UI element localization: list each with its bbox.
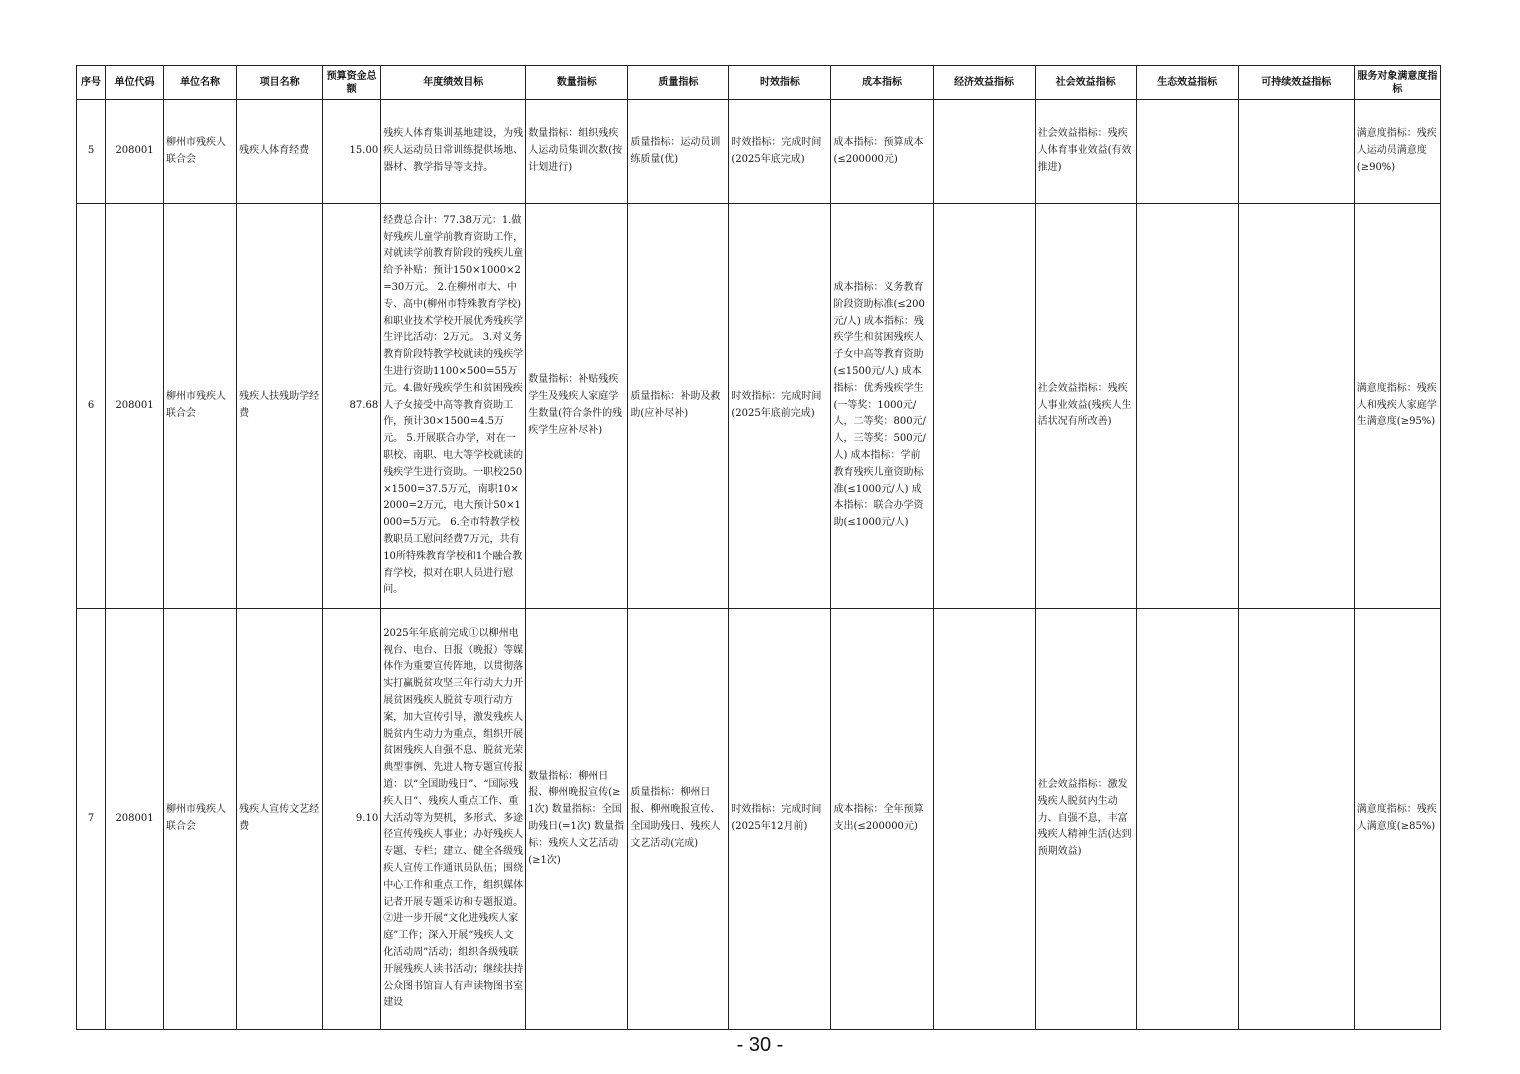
cell-quantity: 数量指标：组织残疾人运动员集训次数(按计划进行) <box>526 100 628 204</box>
cell-unit-name: 柳州市残疾人联合会 <box>164 609 237 1030</box>
cell-ecological <box>1136 609 1238 1030</box>
cell-budget: 87.68 <box>323 204 381 609</box>
cell-satisfaction: 满意度指标：残疾人满意度(≥85%) <box>1354 609 1440 1030</box>
header-quality: 质量指标 <box>628 66 729 100</box>
cell-quality: 质量指标：柳州日报、柳州晚报宣传、全国助残日、残疾人文艺活动(完成) <box>628 609 729 1030</box>
cell-quantity: 数量指标：补贴残疾学生及残疾人家庭学生数量(符合条件的残疾学生应补尽补) <box>526 204 628 609</box>
cell-ecological <box>1136 100 1238 204</box>
cell-economic <box>933 204 1035 609</box>
header-unit-code: 单位代码 <box>106 66 164 100</box>
cell-quality: 质量指标：运动员训练质量(优) <box>628 100 729 204</box>
cell-unit-code: 208001 <box>106 609 164 1030</box>
cell-satisfaction: 满意度指标：残疾人运动员满意度(≥90%) <box>1354 100 1440 204</box>
cell-timeliness: 时效指标：完成时间(2025年底前完成) <box>729 204 831 609</box>
cell-unit-name: 柳州市残疾人联合会 <box>164 204 237 609</box>
cell-cost: 成本指标：全年预算支出(≤200000元) <box>831 609 933 1030</box>
header-ecological: 生态效益指标 <box>1136 66 1238 100</box>
page-number: - 30 - <box>736 1034 784 1056</box>
cell-ecological <box>1136 204 1238 609</box>
cell-cost: 成本指标：义务教育阶段资助标准(≤200元/人) 成本指标：残疾学生和贫困残疾人子女中高等教育资助(≤1500元/人) 成本指标：优秀残疾学生(一等奖：1000元/人，二等奖：800元/人，三等奖：500元/人) 成本指标：学前教育残疾儿童资助标准(≤1000元/人) 成本指标：联合办学资助(≤1000元/人) <box>831 204 933 609</box>
header-timeliness: 时效指标 <box>729 66 831 100</box>
cell-project: 残疾人体育经费 <box>237 100 323 204</box>
cell-goal: 残疾人体育集训基地建设，为残疾人运动员日常训练提供场地、器材、教学指导等支持。 <box>381 100 526 204</box>
table-row <box>77 100 1441 204</box>
cell-economic <box>933 100 1035 204</box>
cell-quantity: 数量指标：柳州日报、柳州晚报宣传(≥1次) 数量指标：全国助残日(=1次) 数量指标：残疾人文艺活动(≥1次) <box>526 609 628 1030</box>
cell-project: 残疾人扶残助学经费 <box>237 204 323 609</box>
cell-social: 社会效益指标：激发残疾人脱贫内生动力、自强不息，丰富残疾人精神生活(达到预期效益) <box>1035 609 1136 1030</box>
cell-social: 社会效益指标：残疾人体育事业效益(有效推进) <box>1035 100 1136 204</box>
cell-budget: 15.00 <box>323 100 381 204</box>
table-row <box>77 609 1441 1030</box>
header-sustainable: 可持续效益指标 <box>1238 66 1354 100</box>
cell-seq: 6 <box>77 204 106 609</box>
cell-unit-name: 柳州市残疾人联合会 <box>164 100 237 204</box>
performance-table <box>76 65 1441 1030</box>
cell-unit-code: 208001 <box>106 100 164 204</box>
cell-social: 社会效益指标：残疾人事业效益(残疾人生活状况有所改善) <box>1035 204 1136 609</box>
header-goal: 年度绩效目标 <box>381 66 526 100</box>
cell-seq: 5 <box>77 100 106 204</box>
header-project: 项目名称 <box>237 66 323 100</box>
cell-satisfaction: 满意度指标：残疾人和残疾人家庭学生满意度(≥95%) <box>1354 204 1440 609</box>
header-social: 社会效益指标 <box>1035 66 1136 100</box>
cell-unit-code: 208001 <box>106 204 164 609</box>
header-row <box>77 66 1441 100</box>
header-cost: 成本指标 <box>831 66 933 100</box>
cell-timeliness: 时效指标：完成时间(2025年12月前) <box>729 609 831 1030</box>
header-budget: 预算资金总额 <box>323 66 381 100</box>
cell-sustainable <box>1238 100 1354 204</box>
header-unit-name: 单位名称 <box>164 66 237 100</box>
cell-quality: 质量指标：补助及救助(应补尽补) <box>628 204 729 609</box>
cell-timeliness: 时效指标：完成时间(2025年底完成) <box>729 100 831 204</box>
header-quantity: 数量指标 <box>526 66 628 100</box>
cell-cost: 成本指标：预算成本(≤200000元) <box>831 100 933 204</box>
cell-goal: 经费总合计：77.38万元：1.做好残疾儿童学前教育资助工作，对就读学前教育阶段的残疾儿童给予补贴：预计150×1000×2=30万元。 2.在柳州市大、中专、高中(柳州市特殊教育学校)和职业技术学校开展优秀残疾学生评比活动：2万元。 3.对义务教育阶段特教学校就读的残疾学生进行资助1100×500=55万元。4.做好残疾学生和贫困残疾人子女接受中高等教育资助工作，预计30×1500=4.5万元。 5.开展联合办学，对在一职校、南职、电大等学校就读的残疾学生进行资助。一职校250×1500=37.5万元，南职10×2000=2万元，电大预计50×1000=5万元。 6.全市特教学校教职员工慰问经费7万元，共有10所特殊教育学校和1个融合教育学校，拟对在职人员进行慰问。 <box>381 204 526 609</box>
cell-economic <box>933 609 1035 1030</box>
cell-sustainable <box>1238 204 1354 609</box>
header-economic: 经济效益指标 <box>933 66 1035 100</box>
cell-seq: 7 <box>77 609 106 1030</box>
header-satisfaction: 服务对象满意度指标 <box>1354 66 1440 100</box>
cell-project: 残疾人宣传文艺经费 <box>237 609 323 1030</box>
cell-sustainable <box>1238 609 1354 1030</box>
cell-goal: 2025年年底前完成①以柳州电视台、电台、日报（晚报）等媒体作为重要宣传阵地，以贯彻落实打赢脱贫攻坚三年行动大力开展贫困残疾人脱贫专项行动方案，加大宣传引导，激发残疾人脱贫内生动力为重点，组织开展贫困残疾人自强不息、脱贫光荣典型事例、先进人物专题宣传报道：以“全国助残日”、“国际残疾人日”、残疾人重点工作、重大活动等为契机，多形式、多途径宣传残疾人事业；办好残疾人专题、专栏；建立、健全各级残疾人宣传工作通讯员队伍；围绕中心工作和重点工作，组织媒体记者开展专题采访和专题报道。②进一步开展“文化进残疾人家庭”工作；深入开展“残疾人文化活动周”活动；组织各级残联开展残疾人读书活动；继续扶持公众图书馆盲人有声读物图书室建设 <box>381 609 526 1030</box>
table-row <box>77 204 1441 609</box>
cell-budget: 9.10 <box>323 609 381 1030</box>
header-seq: 序号 <box>77 66 106 100</box>
